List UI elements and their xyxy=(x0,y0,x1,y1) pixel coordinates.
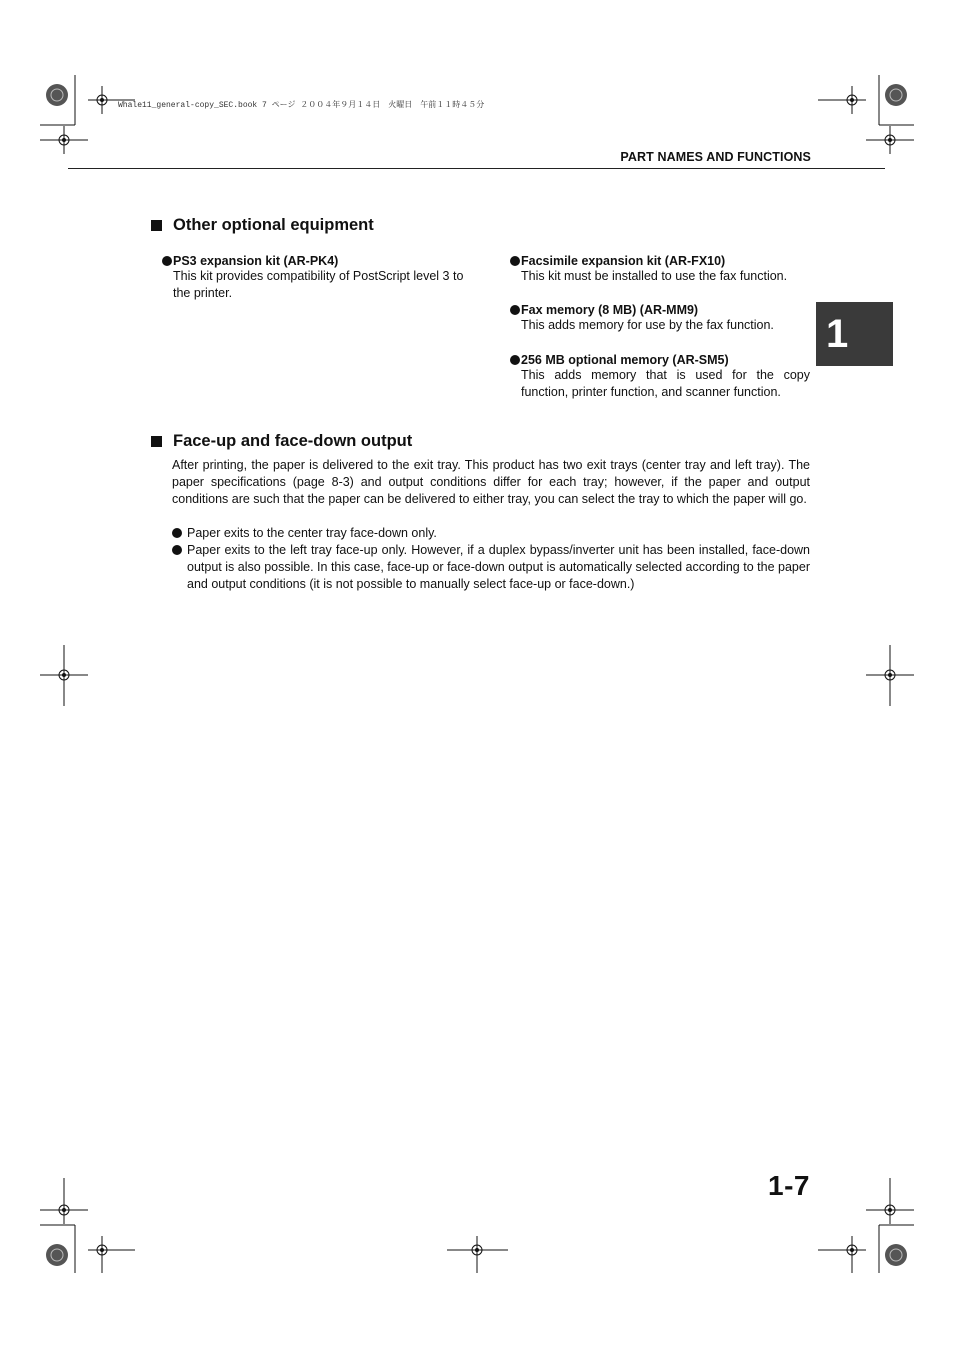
item-description: This adds memory that is used for the copy function, printer function, and scanner function. xyxy=(521,368,810,399)
bullet-icon xyxy=(510,256,520,266)
item-title-text: Fax memory (8 MB) (AR-MM9) xyxy=(521,303,699,317)
section-heading-text: Face-up and face-down output xyxy=(173,432,413,450)
item-title-text: Facsimile expansion kit (AR-FX10) xyxy=(521,254,726,268)
item-facsimile-expansion-kit xyxy=(510,254,810,285)
bullet-icon xyxy=(510,355,520,365)
square-bullet-icon xyxy=(151,220,162,231)
item-title xyxy=(510,353,810,367)
file-info-line: Whale11_general-copy_SEC.book 7 ページ ２００４年９月１４日 火曜日 午前１１時４５分 xyxy=(118,101,485,110)
list-item xyxy=(172,542,810,593)
page-number: 1-7 xyxy=(768,1170,810,1201)
item-ps3-expansion-kit xyxy=(162,254,472,302)
item-256mb-optional-memory xyxy=(510,353,810,401)
item-fax-memory xyxy=(510,303,810,334)
chapter-tab xyxy=(816,302,893,366)
item-title xyxy=(162,254,472,268)
header-rule xyxy=(68,168,885,169)
square-bullet-icon xyxy=(151,436,162,447)
list-item-text: Paper exits to the center tray face-down only. xyxy=(187,526,437,540)
section-heading-optional-equipment xyxy=(151,216,374,235)
bullet-icon xyxy=(172,545,182,555)
item-description: This kit provides compatibility of PostScript level 3 to the printer. xyxy=(173,269,464,300)
list-item-text: Paper exits to the left tray face-up only. However, if a duplex bypass/inverter unit has been installed, face-down output is also possible. In this case, face-up or face-down output is automatically selected according to the paper and output conditions (it is not possible to manually select face-up or face-down.) xyxy=(187,543,810,591)
item-title xyxy=(510,303,810,317)
bullet-icon xyxy=(510,305,520,315)
bullet-icon xyxy=(162,256,172,266)
item-title xyxy=(510,254,810,268)
item-description: This adds memory for use by the fax function. xyxy=(521,318,774,332)
section-heading-text: Other optional equipment xyxy=(173,216,374,234)
chapter-number: 1 xyxy=(826,311,849,356)
running-header: PART NAMES AND FUNCTIONS xyxy=(620,150,811,164)
body-paragraph: After printing, the paper is delivered to the exit tray. This product has two exit trays (center tray and left tray). The paper specifications (page 8-3) and output conditions differ for each tray; however, if the paper and output conditions are such that the paper can be delivered to either tray, you can select the tray to which the paper will go. xyxy=(172,458,810,506)
item-title-text: PS3 expansion kit (AR-PK4) xyxy=(173,254,339,268)
bullet-icon xyxy=(172,528,182,538)
item-title-text: 256 MB optional memory (AR-SM5) xyxy=(521,353,729,367)
list-item xyxy=(172,525,810,542)
item-description: This kit must be installed to use the fax function. xyxy=(521,269,788,283)
section-heading-face-up-down xyxy=(151,432,412,451)
